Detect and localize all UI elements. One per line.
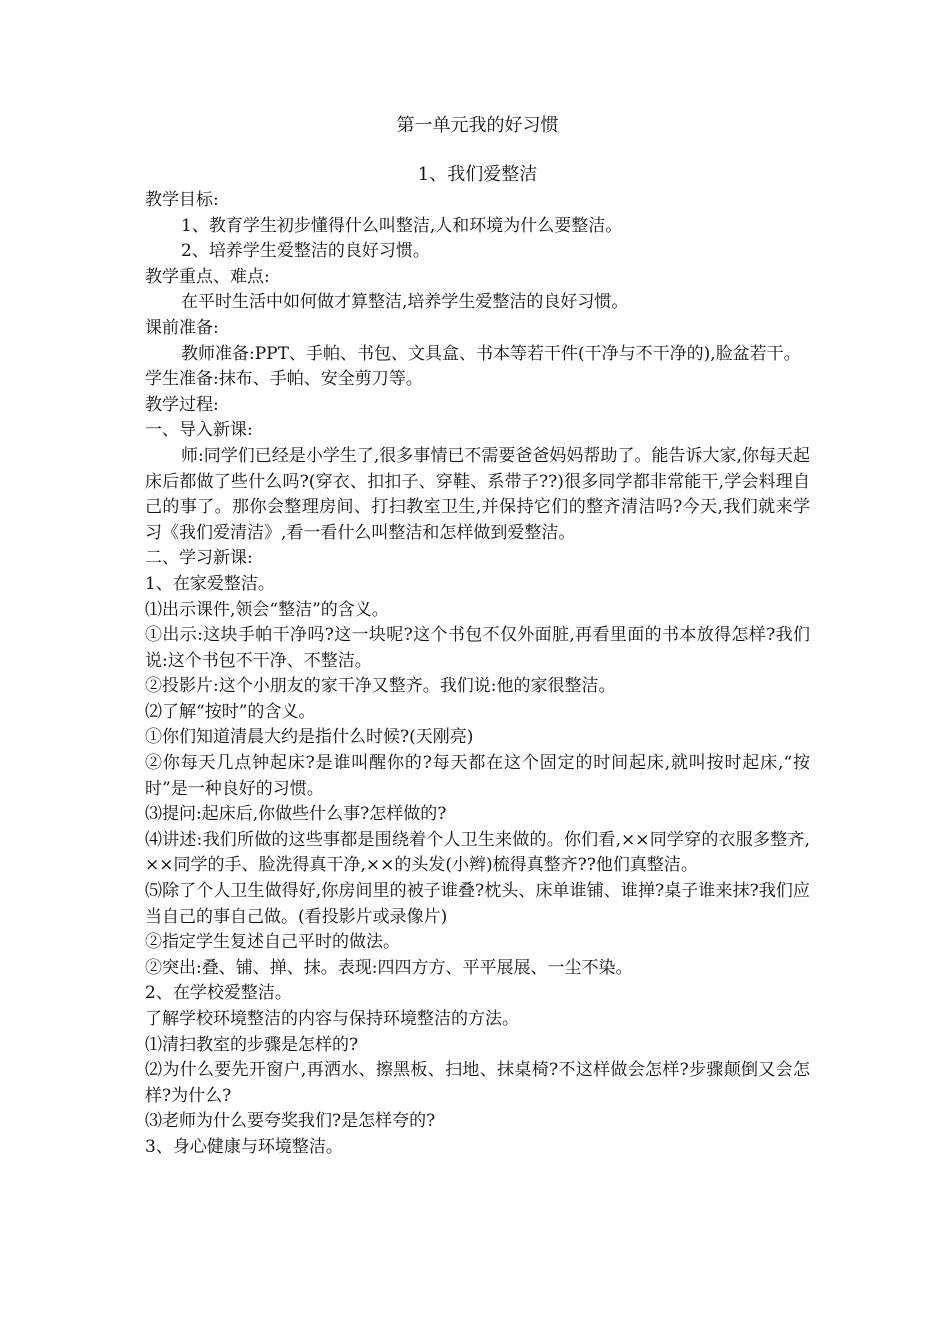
paragraph: 了解学校环境整洁的内容与保持环境整洁的方法。 — [145, 1009, 519, 1029]
paragraph: 教师准备:PPT、手帕、书包、文具盒、书本等若干件(干净与不干净的),脸盆若干。 — [181, 343, 801, 364]
paragraph: ①出示:这块手帕干净吗?这一块呢?这个书包不仅外面脏,再看里面的书本放得怎样?我们说:这个书包不干净、不整洁。 — [145, 625, 810, 671]
paragraph: ⑴出示课件,领会“整洁”的含义。 — [145, 599, 389, 620]
paragraph: ⑶老师为什么要夸奖我们?是怎样夸的? — [145, 1111, 436, 1132]
paragraph: 1、教育学生初步懂得什么叫整洁,人和环境为什么要整洁。 — [181, 215, 623, 236]
paragraph: ②你每天几点钟起床?是谁叫醒你的?每天都在这个固定的时间起床,就叫按时起床,“按时”是一种良好的习惯。 — [145, 753, 810, 799]
paragraph: 课前准备: — [145, 317, 219, 338]
paragraph: 教学过程: — [145, 394, 219, 415]
paragraph: ②投影片:这个小朋友的家干净又整齐。我们说:他的家很整洁。 — [145, 676, 616, 697]
paragraph: ⑴清扫教室的步骤是怎样的? — [145, 1034, 359, 1055]
paragraph: 3、身心健康与环境整洁。 — [145, 1136, 343, 1157]
paragraph: 一、导入新课: — [145, 420, 253, 441]
paragraph: ⑵为什么要先开窗户,再洒水、擦黑板、扫地、抹桌椅?不这样做会怎样?步骤颠倒又会怎样?为什么? — [145, 1060, 810, 1106]
paragraph: 1、在家爱整洁。 — [145, 573, 275, 594]
paragraph: 教学目标: — [145, 190, 219, 210]
paragraph: ⑷讲述:我们所做的这些事都是围绕着个人卫生来做的。你们看,××同学穿的衣服多整齐,××同学的手、脸洗得真干净,××的头发(小辫)梳得真整齐??他们真整洁。 — [145, 829, 810, 876]
paragraph: 2、培养学生爱整洁的良好习惯。 — [181, 241, 430, 262]
paragraph: 在平时生活中如何做才算整洁,培养学生爱整洁的良好习惯。 — [181, 292, 629, 313]
document-title: 第一单元我的好习惯 — [396, 115, 559, 136]
paragraph: 师:同学们已经是小学生了,很多事情已不需要爸爸妈妈帮助了。能告诉大家,你每天起床后都做了些什么吗?(穿衣、扣扣子、穿鞋、系带子??)很多同学都非常能干,学会料理自己的事了。那你会整理房间、打扫教室卫生,并保持它们的整齐清洁吗?今天,我们就来学习《我们爱清洁》,看一看什么叫整洁和怎样做到爱整洁。 — [145, 445, 810, 543]
document-subtitle: 1、我们爱整洁 — [417, 164, 538, 185]
paragraph: 教学重点、难点: — [145, 266, 270, 287]
paragraph: ⑵了解“按时”的含义。 — [145, 701, 316, 722]
paragraph: ①你们知道清晨大约是指什么时候?(天刚亮) — [145, 727, 474, 748]
paragraph: 二、学习新课: — [145, 548, 253, 569]
paragraph: ②指定学生复述自己平时的做法。 — [145, 932, 400, 953]
paragraph: 学生准备:抹布、手帕、安全剪刀等。 — [145, 369, 423, 390]
document-body — [145, 188, 810, 1161]
paragraph: ⑶提问:起床后,你做些什么事?怎样做的? — [145, 804, 447, 825]
paragraph: ⑸除了个人卫生做得好,你房间里的被子谁叠?枕头、床单谁铺、谁掸?桌子谁来抹?我们应当自己的事自己做。(看投影片或录像片) — [145, 881, 810, 927]
document-page — [145, 112, 810, 1161]
paragraph: ②突出:叠、铺、掸、抹。表现:四四方方、平平展展、一尘不染。 — [145, 957, 633, 978]
paragraph: 2、在学校爱整洁。 — [145, 983, 292, 1004]
